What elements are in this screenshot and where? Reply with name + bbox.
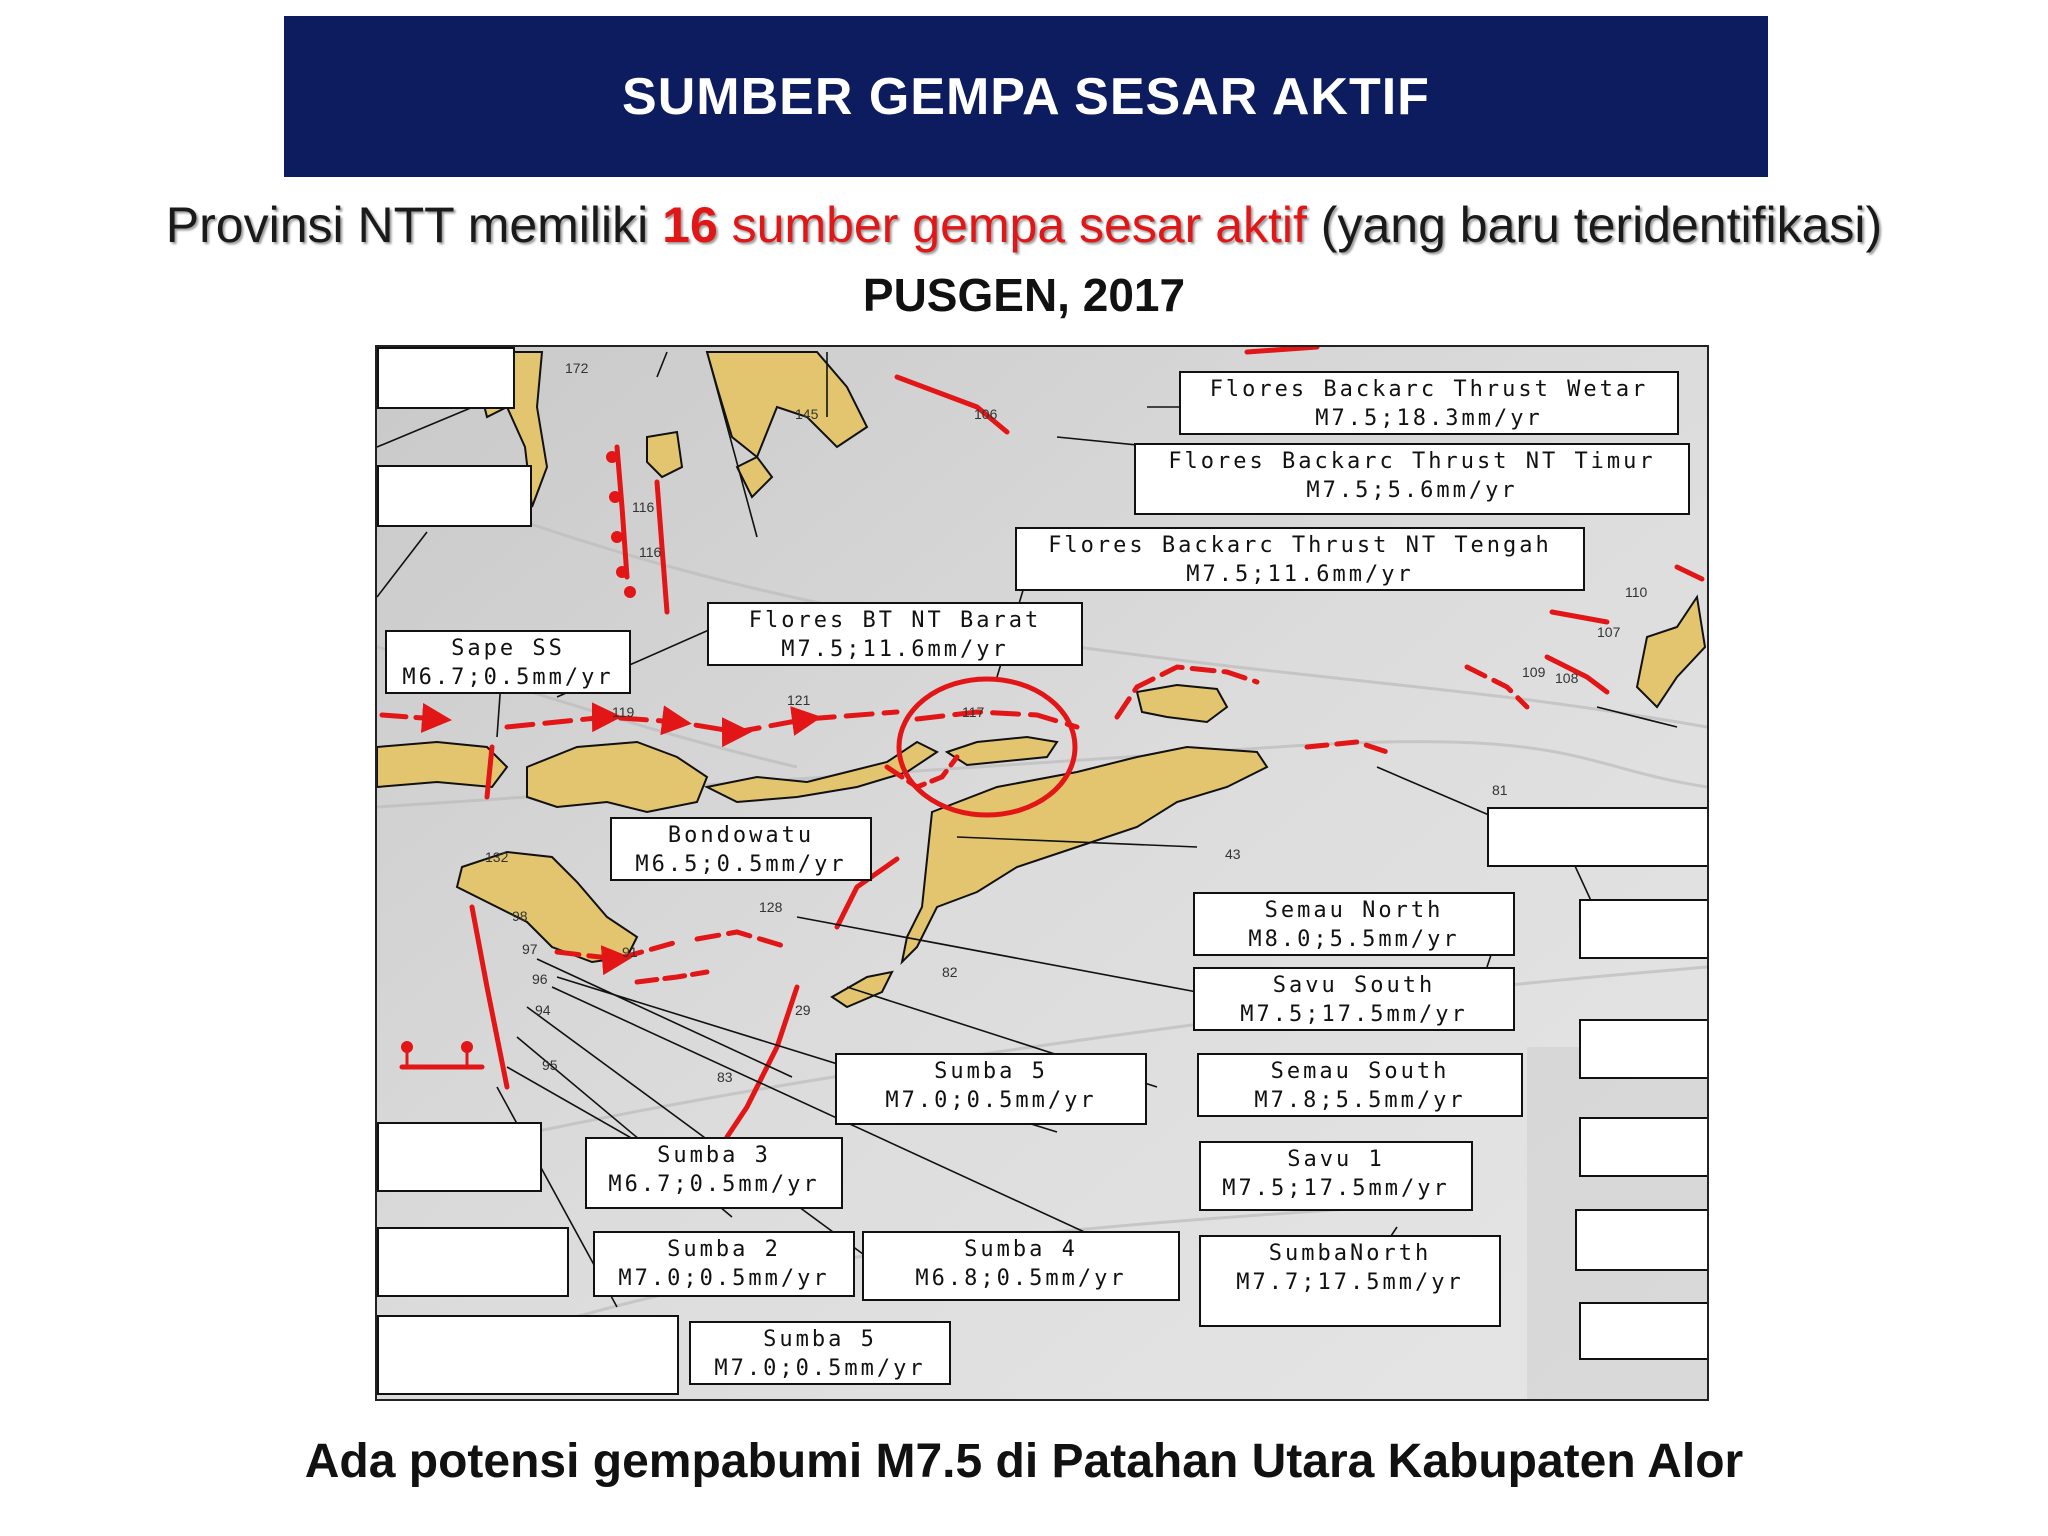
fault-label-sumba-north (1199, 1235, 1501, 1327)
fault-params: M6.7;0.5mm/yr (402, 665, 614, 690)
blank-label-box (377, 347, 515, 409)
fault-label-bondowatu (610, 817, 872, 881)
map-number: 97 (522, 941, 538, 957)
map-number: 116 (639, 544, 662, 560)
fault-name: Sape SS (451, 636, 565, 661)
fault-label-sape-ss (385, 630, 631, 694)
map-number: 96 (532, 971, 548, 987)
blank-label-box (1579, 899, 1709, 959)
map-number: 82 (942, 964, 958, 980)
fault-name: Flores Backarc Thrust NT Tengah (1048, 533, 1552, 558)
fault-label-sumba-3 (585, 1137, 843, 1209)
fault-name: Savu 1 (1287, 1147, 1385, 1172)
map-number: 132 (485, 849, 509, 865)
fault-label-semau-north (1193, 892, 1515, 956)
blank-label-box (377, 1315, 679, 1395)
fault-label-semau-south (1197, 1053, 1523, 1117)
fault-label-sumba-5-south (689, 1321, 951, 1385)
fault-name: Sumba 2 (667, 1237, 781, 1262)
map-number: 106 (974, 406, 998, 422)
blank-label-box (377, 1122, 542, 1192)
map-number: 145 (795, 406, 819, 422)
fault-label-savu-1 (1199, 1141, 1473, 1211)
fault-params: M7.0;0.5mm/yr (885, 1088, 1097, 1113)
fault-name: Flores BT NT Barat (748, 608, 1042, 633)
blank-label-box (377, 465, 532, 527)
fault-label-flores-backarc-wetar (1179, 371, 1679, 435)
fault-params: M7.5;11.6mm/yr (1186, 562, 1414, 587)
fault-label-flores-bt-nt-barat (707, 602, 1083, 666)
fault-name: Semau South (1270, 1059, 1450, 1084)
fault-params: M7.0;0.5mm/yr (714, 1356, 926, 1381)
fault-label-flores-backarc-nt-tengah (1015, 527, 1585, 591)
fault-name: Semau North (1264, 898, 1444, 923)
fault-params: M7.5;18.3mm/yr (1315, 406, 1543, 431)
fault-label-sumba-5 (835, 1053, 1147, 1125)
blank-label-box (1575, 1209, 1709, 1271)
map-number: 43 (1225, 846, 1241, 862)
fault-name: Sumba 4 (964, 1237, 1078, 1262)
page-title: SUMBER GEMPA SESAR AKTIF (622, 67, 1430, 126)
fault-params: M7.0;0.5mm/yr (618, 1266, 830, 1291)
fault-params: M7.7;17.5mm/yr (1236, 1270, 1464, 1295)
map-number: 94 (535, 1002, 551, 1018)
map-number: 172 (565, 360, 589, 376)
fault-name: Flores Backarc Thrust Wetar (1209, 377, 1649, 402)
title-banner (284, 16, 1768, 177)
fault-count: 16 (662, 197, 718, 253)
map-number: 83 (717, 1069, 733, 1085)
fault-name: Bondowatu (667, 823, 815, 848)
blank-label-box (1579, 1302, 1709, 1360)
source-citation: PUSGEN, 2017 (862, 269, 1186, 321)
fault-name: Sumba 5 (934, 1059, 1048, 1084)
fault-params: M7.5;11.6mm/yr (781, 637, 1009, 662)
fault-label-sumba-4 (862, 1231, 1180, 1301)
subtitle-highlight: sumber gempa sesar aktif (717, 197, 1307, 253)
fault-name: Sumba 3 (657, 1143, 771, 1168)
fault-name: SumbaNorth (1268, 1241, 1432, 1266)
map-number: 116 (632, 499, 655, 515)
fault-params: M7.5;17.5mm/yr (1240, 1002, 1468, 1027)
fault-params: M7.8;5.5mm/yr (1254, 1088, 1466, 1113)
subtitle-prefix: Provinsi NTT memiliki (165, 197, 663, 253)
fault-params: M6.7;0.5mm/yr (608, 1172, 820, 1197)
blank-label-box (1579, 1117, 1709, 1177)
map-number: 110 (1625, 584, 1648, 600)
map-number: 98 (512, 908, 528, 924)
blank-label-box (1579, 1019, 1709, 1079)
map-number: 128 (759, 899, 783, 915)
subtitle-suffix: (yang baru teridentifikasi) (1306, 197, 1883, 253)
fault-label-savu-south (1193, 967, 1515, 1031)
map-number: 81 (1492, 782, 1508, 798)
map-number: 107 (1597, 624, 1621, 640)
map-number: 117 (962, 704, 985, 720)
map-number: 108 (1555, 670, 1579, 686)
fault-label-flores-backarc-nt-timur (1134, 443, 1690, 515)
map-number: 119 (612, 704, 635, 720)
fault-params: M6.5;0.5mm/yr (635, 852, 847, 877)
fault-name: Flores Backarc Thrust NT Timur (1168, 449, 1656, 474)
fault-label-sumba-2 (593, 1231, 855, 1297)
map-number: 121 (787, 692, 811, 708)
fault-name: Sumba 5 (763, 1327, 877, 1352)
fault-map (375, 345, 1709, 1401)
subtitle (0, 196, 2048, 254)
fault-name: Savu South (1272, 973, 1436, 998)
map-number: 29 (795, 1002, 811, 1018)
blank-label-box (377, 1227, 569, 1297)
fault-params: M8.0;5.5mm/yr (1248, 927, 1460, 952)
fault-params: M7.5;17.5mm/yr (1222, 1176, 1450, 1201)
map-number: 91 (622, 944, 638, 960)
footer-note: Ada potensi gempabumi M7.5 di Patahan Utara Kabupaten Alor (304, 1435, 1744, 1488)
map-number: 95 (542, 1057, 558, 1073)
fault-params: M6.8;0.5mm/yr (915, 1266, 1127, 1291)
fault-params: M7.5;5.6mm/yr (1306, 478, 1518, 503)
map-number: 109 (1522, 664, 1546, 680)
blank-label-box (1487, 807, 1709, 867)
